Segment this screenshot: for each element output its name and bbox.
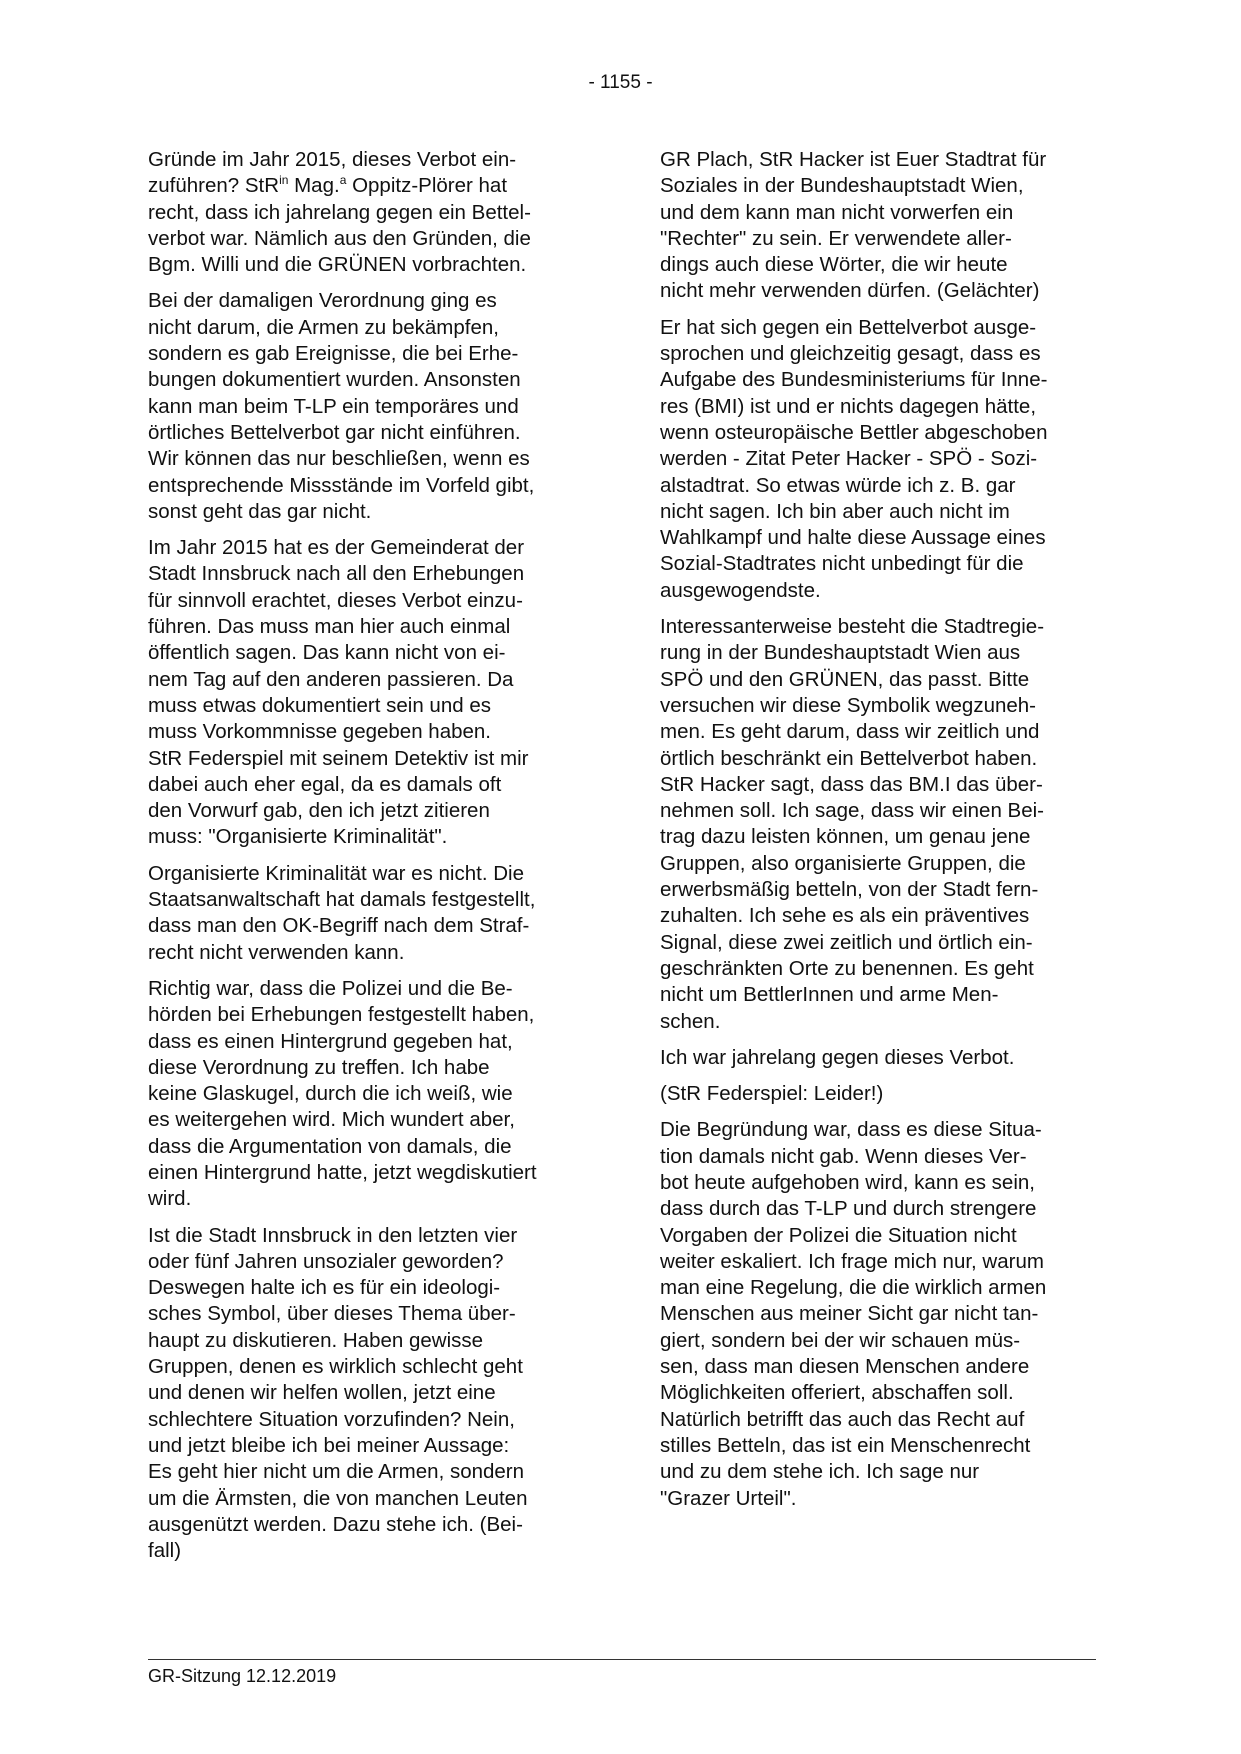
paragraph: (StR Federspiel: Leider!) — [660, 1082, 884, 1106]
paragraph: Bei der damaligen Verordnung ging es nicht darum, die Armen zu bekämpfen, sondern es gab Ereignisse, die bei Erhe- bungen dokumentiert wurden. Ansonsten kann man beim T-LP ein temporäres und örtliches Bettelverbot gar nicht einführen. Wir können das nur beschließen, wenn es entsprechende Missstände im Vorfeld gibt, sonst geht das gar nicht. — [148, 289, 535, 523]
superscript: in — [279, 173, 289, 188]
page-number: - 1155 - — [588, 72, 653, 93]
paragraph: Ist die Stadt Innsbruck in den letzten vier oder fünf Jahren unsozialer geworden? Deswegen halte ich es für ein ideologi- sches Symbol, über dieses Thema über- haupt zu diskutieren. Haben gewisse Gruppen, denen es wirklich schlecht geht und denen wir helfen wollen, jetzt eine schlechtere Situation vorzufinden? Nein, und jetzt bleibe ich bei meiner Aussage: Es geht hier nicht um die Armen, sondern um die Ärmsten, die von manchen Leuten ausgenützt werden. Dazu stehe ich. (Bei- fall) — [148, 1223, 528, 1563]
paragraph-text: Gründe im Jahr 2015, dieses Verbot ein- zuführen? StR — [148, 148, 517, 198]
footer-divider — [148, 1659, 1096, 1660]
right-column — [660, 147, 1096, 1522]
superscript: a — [339, 173, 347, 188]
paragraph: Im Jahr 2015 hat es der Gemeinderat der Stadt Innsbruck nach all den Erhebungen für sinnvoll erachtet, dieses Verbot einzu- führen. Das muss man hier auch einmal öffentlich sagen. Das kann nicht von ei- nem Tag auf den anderen passieren. Da muss etwas dokumentiert sein und es muss Vorkommnisse gegeben haben. StR Federspiel mit seinem Detektiv ist mir dabei auch eher egal, da es damals oft den Vorwurf gab, den ich jetzt zitieren muss: "Organisierte Kriminalität". — [148, 536, 529, 849]
paragraph: Interessanterweise besteht die Stadtregie- rung in der Bundeshauptstadt Wien aus SPÖ und den GRÜNEN, das passt. Bitte versuchen wir diese Symbolik wegzuneh- men. Es geht darum, dass wir zeitlich und örtlich beschränkt ein Bettelverbot haben. StR Hacker sagt, dass das BM.I das über- nehmen soll. Ich sage, dass wir einen Bei- trag dazu leisten können, um genau jene Gruppen, also organisierte Gruppen, die erwerbsmäßig betteln, von der Stadt fern- zuhalten. Ich sehe es als ein präventives Signal, diese zwei zeitlich und örtlich ein- geschränkten Orte zu benennen. Es geht nicht um BettlerInnen und arme Men- schen. — [660, 615, 1045, 1033]
paragraph: Die Begründung war, dass es diese Situa- tion damals nicht gab. Wenn dieses Ver- bot heute aufgehoben wird, kann es sein, dass durch das T-LP und durch strengere Vorgaben der Polizei die Situation nicht weiter eskaliert. Ich frage mich nur, warum man eine Regelung, die die wirklich armen Menschen aus meiner Sicht gar nicht tan- giert, sondern bei der wir schauen müs- sen, dass man diesen Menschen andere Möglichkeiten offeriert, abschaffen soll. Natürlich betrifft das auch das Recht auf stilles Betteln, das ist ein Menschenrecht und zu dem stehe ich. Ich sage nur "Grazer Urteil". — [660, 1118, 1047, 1510]
paragraph: Richtig war, dass die Polizei und die Be- hörden bei Erhebungen festgestellt haben, dass es einen Hintergrund gegeben hat, diese Verordnung zu treffen. Ich habe keine Glaskugel, durch die ich weiß, wie es weitergehen wird. Mich wundert aber, dass die Argumentation von damals, die einen Hintergrund hatte, jetzt wegdiskutiert wird. — [148, 976, 537, 1211]
paragraph-text: Oppitz-Plörer hat recht, dass ich jahrelang gegen ein Bettel- verbot war. Nämlich aus den Gründen, die Bgm. Willi und die GRÜNEN vorbrachten. — [148, 174, 531, 277]
paragraph-text: Mag. — [288, 174, 340, 198]
paragraph: GR Plach, StR Hacker ist Euer Stadtrat für Soziales in der Bundeshauptstadt Wien, und dem kann man nicht vorwerfen ein "Rechter" zu sein. Er verwendete aller- dings auch diese Wörter, die wir heute nicht mehr verwenden dürfen. (Gelächter) — [660, 148, 1047, 303]
paragraph: Er hat sich gegen ein Bettelverbot ausge- sprochen und gleichzeitig gesagt, dass es Aufgabe des Bundesministeriums für Inne- res (BMI) ist und er nichts dagegen hätte, wenn osteuropäische Bettler abgeschoben werden - Zitat Peter Hacker - SPÖ - Sozi- alstadtrat. So etwas würde ich z. B. gar nicht sagen. Ich bin aber auch nicht im Wahlkampf und halte diese Aussage eines Sozial-Stadtrates nicht unbedingt für die ausgewogendste. — [660, 315, 1048, 602]
footer-text: GR-Sitzung 12.12.2019 — [148, 1666, 337, 1686]
left-column — [148, 147, 585, 1574]
paragraph: Ich war jahrelang gegen dieses Verbot. — [660, 1045, 1015, 1069]
paragraph — [148, 147, 585, 278]
paragraph: Organisierte Kriminalität war es nicht. Die Staatsanwaltschaft hat damals festgestellt, dass man den OK-Begriff nach dem Straf- recht nicht verwenden kann. — [148, 861, 536, 964]
